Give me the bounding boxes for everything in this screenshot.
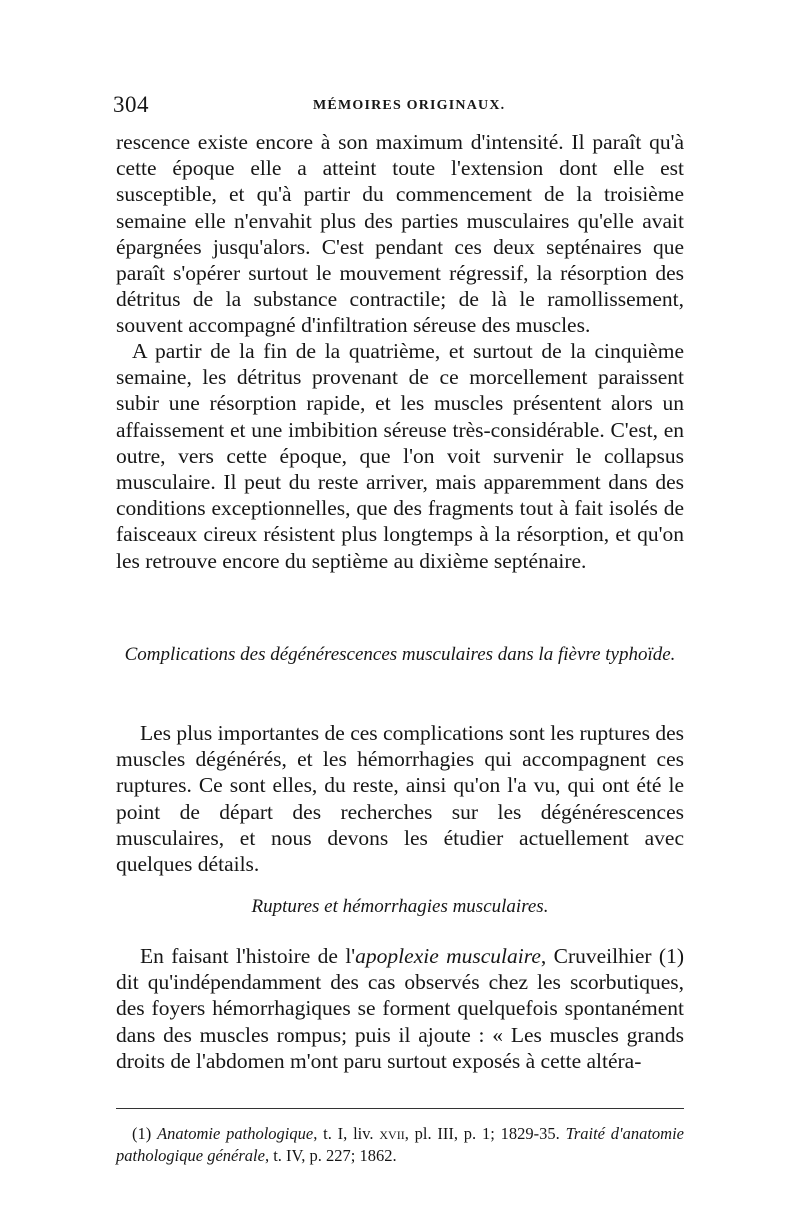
footnote-title-1: Anatomie pathologique xyxy=(157,1124,314,1143)
footnote-ref-2: , pl. III, p. 1; 1829-35. xyxy=(404,1124,566,1143)
footnote-ref-3: , t. IV, p. 227; 1862. xyxy=(264,1146,397,1165)
running-title: MÉMOIRES ORIGINAUX. xyxy=(313,98,506,113)
footnote-ref-1: , t. I, liv. xyxy=(313,1124,380,1143)
section-heading-ruptures: Ruptures et hémorrhagies musculaires. xyxy=(251,896,549,917)
section-heading-complications: Complications des dégénérescences musculaires dans la fièvre typhoïde. xyxy=(124,644,676,665)
footnote-number: (1) xyxy=(132,1124,152,1143)
footnote-livraison: xvii xyxy=(379,1124,405,1143)
paragraph-cruveilhier-start: En faisant l'histoire de l' xyxy=(140,944,356,968)
footnote-title-2: Traité d'anatomie pathologique générale xyxy=(116,1124,684,1165)
page-number: 304 xyxy=(113,92,149,117)
paragraph-cruveilhier xyxy=(116,943,684,1074)
apoplexie-term: apoplexie musculaire xyxy=(355,944,541,968)
paragraph-complications: Les plus importantes de ces complications sont les ruptures des muscles dégénérés, et les hémorrhagies qui accompagnent ces ruptures. Ce sont elles, du reste, ainsi qu'on l'a vu, qui ont été le point de départ des recherches sur les dégénérescences musculaires, et nous devons les étudier actuellement avec quelques détails. xyxy=(116,721,684,877)
page-header xyxy=(113,92,693,120)
footnote xyxy=(116,1123,684,1167)
paragraph-cruveilhier-rest: , Cruveilhier (1) dit qu'indépendamment des cas observés chez les scorbutiques, des foyers hémorrhagiques se forment quelquefois spontanément dans des muscles rompus; puis il ajoute : « Les muscles grands droits de l'abdomen m'ont paru surtout exposés à cette altéra- xyxy=(116,944,684,1073)
paragraph-continued: rescence existe encore à son maximum d'intensité. Il paraît qu'à cette époque elle a atteint toute l'extension dont elle est susceptible, et qu'à partir du commencement de la troisième semaine elle n'envahit plus des parties musculaires qu'elle avait épargnées jusqu'alors. C'est pendant ces deux septénaires que paraît s'opérer surtout le mouvement régressif, la résorption des détritus de la substance contractile; de là le ramollissement, souvent accompagné d'infiltration séreuse des muscles. xyxy=(116,130,684,338)
paragraph-resorption: A partir de la fin de la quatrième, et surtout de la cinquième semaine, les détritus provenant de ce morcellement paraissent subir une résorption rapide, et les muscles présentent alors un affaissement et une imbibition séreuse très-considérable. C'est, en outre, vers cette époque, que l'on voit survenir le collapsus musculaire. Il peut du reste arriver, mais apparemment dans des conditions exceptionnelles, que des fragments tout à fait isolés de faisceaux cireux résistent plus longtemps à la résorption, et qu'on les retrouve encore du septième au dixième septénaire. xyxy=(116,339,684,573)
footnote-rule xyxy=(116,1108,684,1109)
